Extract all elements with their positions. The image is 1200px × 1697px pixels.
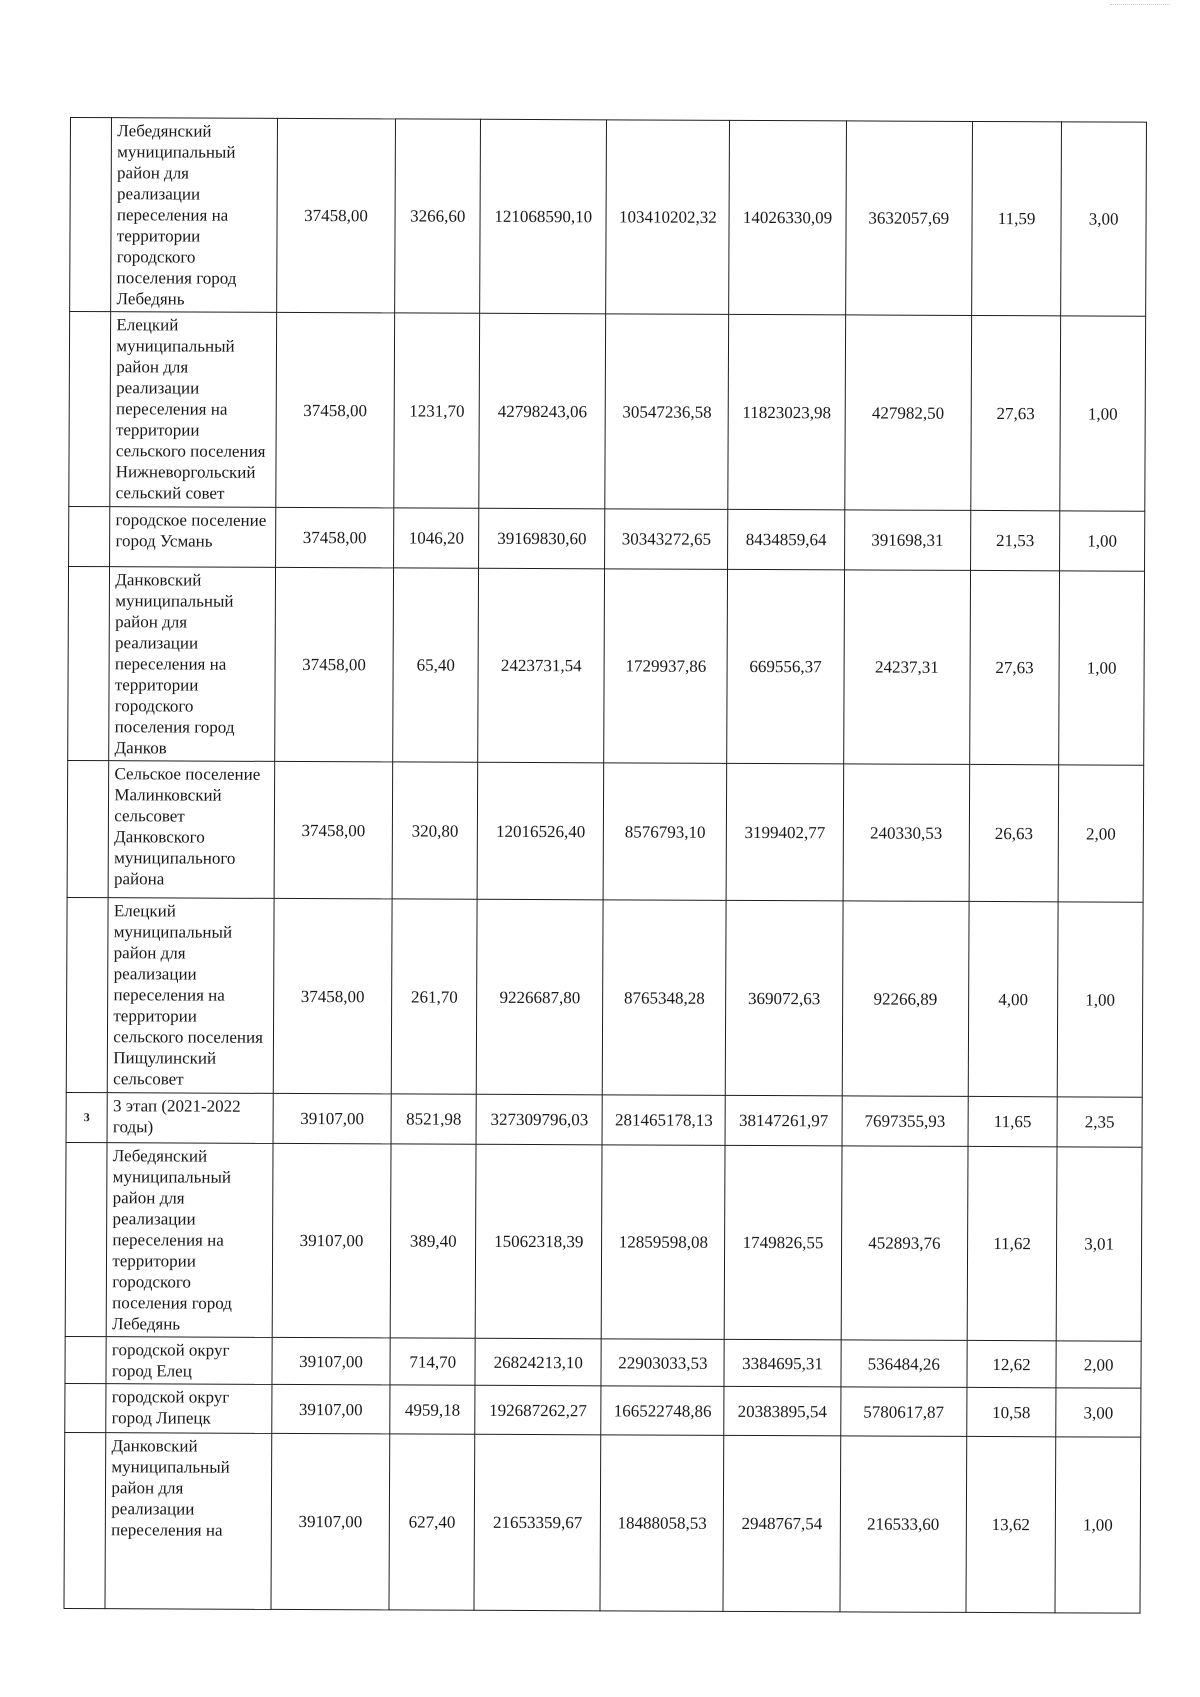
- row-number-cell: [70, 118, 112, 312]
- municipality-name-cell: [109, 567, 275, 762]
- local-percent-cell: 1,00: [1060, 511, 1145, 571]
- area-sqm-cell: 389,40: [390, 1144, 476, 1338]
- regional-percent-cell: 13,62: [966, 1436, 1056, 1612]
- area-sqm-cell: 8521,98: [391, 1094, 476, 1144]
- municipality-name: городское поселение город Усмань: [115, 510, 267, 551]
- table-row: [66, 1092, 1142, 1147]
- scan-margin-mark: [1110, 4, 1170, 9]
- total-cost-cell: 192687262,27: [475, 1385, 601, 1435]
- table-row: [67, 760, 1144, 902]
- row-number-cell: [65, 1142, 107, 1336]
- local-percent-cell: 2,00: [1058, 765, 1144, 902]
- local-percent-cell: 1,00: [1060, 316, 1146, 511]
- local-budget-cell: 216533,60: [840, 1436, 967, 1613]
- regional-budget-cell: 1749826,55: [724, 1145, 841, 1340]
- local-budget-cell: 24237,31: [843, 570, 970, 765]
- area-sqm-cell: 261,70: [392, 899, 478, 1094]
- local-percent-cell: 1,00: [1057, 902, 1143, 1097]
- regional-budget-cell: 20383895,54: [724, 1386, 841, 1436]
- area-sqm-cell: 4959,18: [390, 1385, 475, 1434]
- municipality-name-cell: [107, 1143, 273, 1338]
- local-percent-cell: 1,00: [1055, 1437, 1141, 1613]
- local-percent-cell: 3,00: [1061, 122, 1147, 316]
- regional-budget-cell: 669556,37: [727, 569, 844, 764]
- table-row: [64, 1432, 1141, 1613]
- total-cost-cell: 121068590,10: [480, 119, 607, 314]
- area-sqm-cell: 3266,60: [395, 119, 481, 313]
- local-budget-cell: 7697355,93: [842, 1096, 968, 1147]
- regional-percent-cell: 11,59: [972, 121, 1062, 315]
- cost-per-sqm-cell: 39107,00: [273, 1093, 392, 1144]
- municipality-name: городской округ город Липецк: [111, 1387, 230, 1428]
- row-number-cell: [65, 1336, 107, 1383]
- fund-share-cell: 8576793,10: [603, 763, 727, 901]
- fund-share-cell: 30343272,65: [605, 509, 728, 570]
- fund-share-cell: 30547236,58: [605, 314, 729, 510]
- table-row: [66, 897, 1143, 1097]
- row-number-cell: [66, 897, 108, 1092]
- regional-percent-cell: 11,62: [967, 1146, 1057, 1340]
- municipality-name: Сельское поселение Малинковский сельсовет Данковского муниципального района: [113, 764, 261, 889]
- cost-per-sqm-cell: 37458,00: [273, 898, 392, 1094]
- local-budget-cell: 427982,50: [844, 315, 971, 511]
- total-cost-cell: 2423731,54: [478, 568, 605, 763]
- regional-percent-cell: 12,62: [967, 1340, 1056, 1387]
- table-row: [69, 506, 1145, 571]
- municipality-name: Лебедянский муниципальный район для реализации переселения на территории городского поселения город Лебедянь: [112, 1146, 233, 1334]
- regional-percent-cell: 10,58: [967, 1387, 1056, 1436]
- local-budget-cell: 536484,26: [841, 1340, 967, 1388]
- fund-share-cell: 22903033,53: [601, 1339, 724, 1387]
- table-row: [69, 312, 1146, 512]
- municipality-name-cell: [110, 507, 276, 568]
- regional-percent-cell: 21,53: [970, 510, 1059, 570]
- total-cost-cell: 26824213,10: [475, 1338, 601, 1386]
- row-number-cell: [68, 566, 110, 760]
- fund-share-cell: 281465178,13: [602, 1095, 725, 1146]
- total-cost-cell: 12016526,40: [477, 762, 604, 900]
- municipality-name: городской округ город Елец: [111, 1340, 230, 1381]
- regional-percent-cell: 27,63: [970, 570, 1060, 764]
- local-budget-cell: 5780617,87: [840, 1387, 966, 1437]
- total-cost-cell: 39169830,60: [479, 508, 605, 569]
- row-number-cell: [67, 760, 109, 897]
- cost-per-sqm-cell: 37458,00: [275, 312, 394, 508]
- cost-per-sqm-cell: 39107,00: [271, 1433, 390, 1610]
- area-sqm-cell: 1046,20: [394, 508, 479, 568]
- row-number-cell: [65, 1383, 107, 1432]
- local-budget-cell: 3632057,69: [845, 121, 972, 316]
- municipality-name-cell: [106, 1337, 272, 1385]
- fund-share-cell: 103410202,32: [606, 120, 730, 315]
- local-percent-cell: 2,35: [1057, 1097, 1142, 1147]
- table-row: [65, 1383, 1141, 1437]
- municipality-name: Данковский муниципальный район для реализации переселения на территории городского поселения город Данков: [114, 570, 235, 758]
- municipality-name-cell: [107, 1093, 273, 1144]
- fund-share-cell: 1729937,86: [604, 569, 728, 764]
- area-sqm-cell: 714,70: [390, 1338, 475, 1385]
- regional-budget-cell: 369072,63: [726, 900, 843, 1096]
- regional-budget-cell: 3199402,77: [726, 763, 843, 901]
- total-cost-cell: 42798243,06: [479, 313, 606, 509]
- fund-share-cell: 18488058,53: [600, 1435, 724, 1612]
- table-row: [70, 118, 1147, 317]
- municipality-name: Елецкий муниципальный район для реализации переселения на территории сельского поселения Пищулинский сельсовет: [113, 901, 263, 1089]
- local-percent-cell: 3,01: [1056, 1147, 1142, 1341]
- local-budget-cell: 391698,31: [844, 510, 970, 571]
- cost-per-sqm-cell: 37458,00: [276, 118, 395, 313]
- table-row: [65, 1336, 1141, 1388]
- regional-budget-cell: 8434859,64: [728, 509, 845, 570]
- total-cost-cell: 15062318,39: [475, 1144, 602, 1339]
- area-sqm-cell: 627,40: [389, 1434, 475, 1610]
- municipality-name-cell: [108, 761, 274, 899]
- local-percent-cell: 1,00: [1059, 571, 1145, 765]
- row-number-cell: [69, 506, 111, 566]
- municipality-name-cell: [110, 312, 276, 508]
- municipality-name: Лебедянский муниципальный район для реализации переселения на территории городского поселения город Лебедянь: [116, 121, 237, 309]
- row-number-cell: [64, 1432, 106, 1608]
- fund-share-cell: 8765348,28: [603, 900, 727, 1096]
- local-percent-cell: 2,00: [1056, 1341, 1141, 1388]
- municipality-name-cell: [108, 898, 274, 1094]
- municipality-name-cell: [111, 118, 277, 313]
- local-budget-cell: 452893,76: [841, 1146, 968, 1341]
- cost-per-sqm-cell: 37458,00: [274, 761, 393, 899]
- resettlement-finance-table: [63, 117, 1146, 1614]
- regional-budget-cell: 38147261,97: [725, 1095, 842, 1146]
- local-percent-cell: 3,00: [1056, 1388, 1141, 1437]
- document-table-wrapper: [63, 117, 1146, 1614]
- table-row: [68, 566, 1145, 765]
- area-sqm-cell: 65,40: [393, 568, 479, 762]
- table-row: [65, 1142, 1142, 1341]
- cost-per-sqm-cell: 37458,00: [275, 507, 394, 568]
- regional-percent-cell: 4,00: [968, 901, 1058, 1096]
- cost-per-sqm-cell: 39107,00: [272, 1143, 391, 1338]
- fund-share-cell: 12859598,08: [602, 1145, 726, 1340]
- regional-percent-cell: 11,65: [968, 1096, 1057, 1146]
- cost-per-sqm-cell: 39107,00: [272, 1337, 391, 1385]
- local-budget-cell: 240330,53: [843, 764, 970, 902]
- table-body: [64, 118, 1146, 1614]
- municipality-name: 3 этап (2021-2022 годы): [112, 1096, 241, 1137]
- local-budget-cell: 92266,89: [842, 901, 969, 1097]
- area-sqm-cell: 320,80: [392, 762, 477, 899]
- cost-per-sqm-cell: 37458,00: [274, 567, 393, 762]
- area-sqm-cell: 1231,70: [394, 313, 480, 508]
- regional-percent-cell: 26,63: [969, 764, 1059, 901]
- municipality-name-cell: [105, 1433, 271, 1610]
- regional-budget-cell: 11823023,98: [728, 314, 845, 510]
- total-cost-cell: 327309796,03: [476, 1094, 602, 1145]
- cost-per-sqm-cell: 39107,00: [271, 1384, 390, 1434]
- regional-percent-cell: 27,63: [971, 315, 1061, 510]
- municipality-name: Елецкий муниципальный район для реализации переселения на территории сельского поселения Нижневоргольский сельский совет: [115, 315, 266, 503]
- regional-budget-cell: 3384695,31: [724, 1339, 841, 1387]
- row-number-cell: 3: [66, 1092, 108, 1142]
- municipality-name: Данковский муниципальный район для реализации переселения на: [111, 1436, 230, 1540]
- regional-budget-cell: 14026330,09: [729, 120, 846, 315]
- fund-share-cell: 166522748,86: [601, 1386, 724, 1436]
- regional-budget-cell: 2948767,54: [723, 1435, 840, 1612]
- total-cost-cell: 9226687,80: [476, 899, 603, 1095]
- row-number-cell: [69, 312, 111, 507]
- total-cost-cell: 21653359,67: [474, 1434, 601, 1611]
- municipality-name-cell: [106, 1384, 272, 1434]
